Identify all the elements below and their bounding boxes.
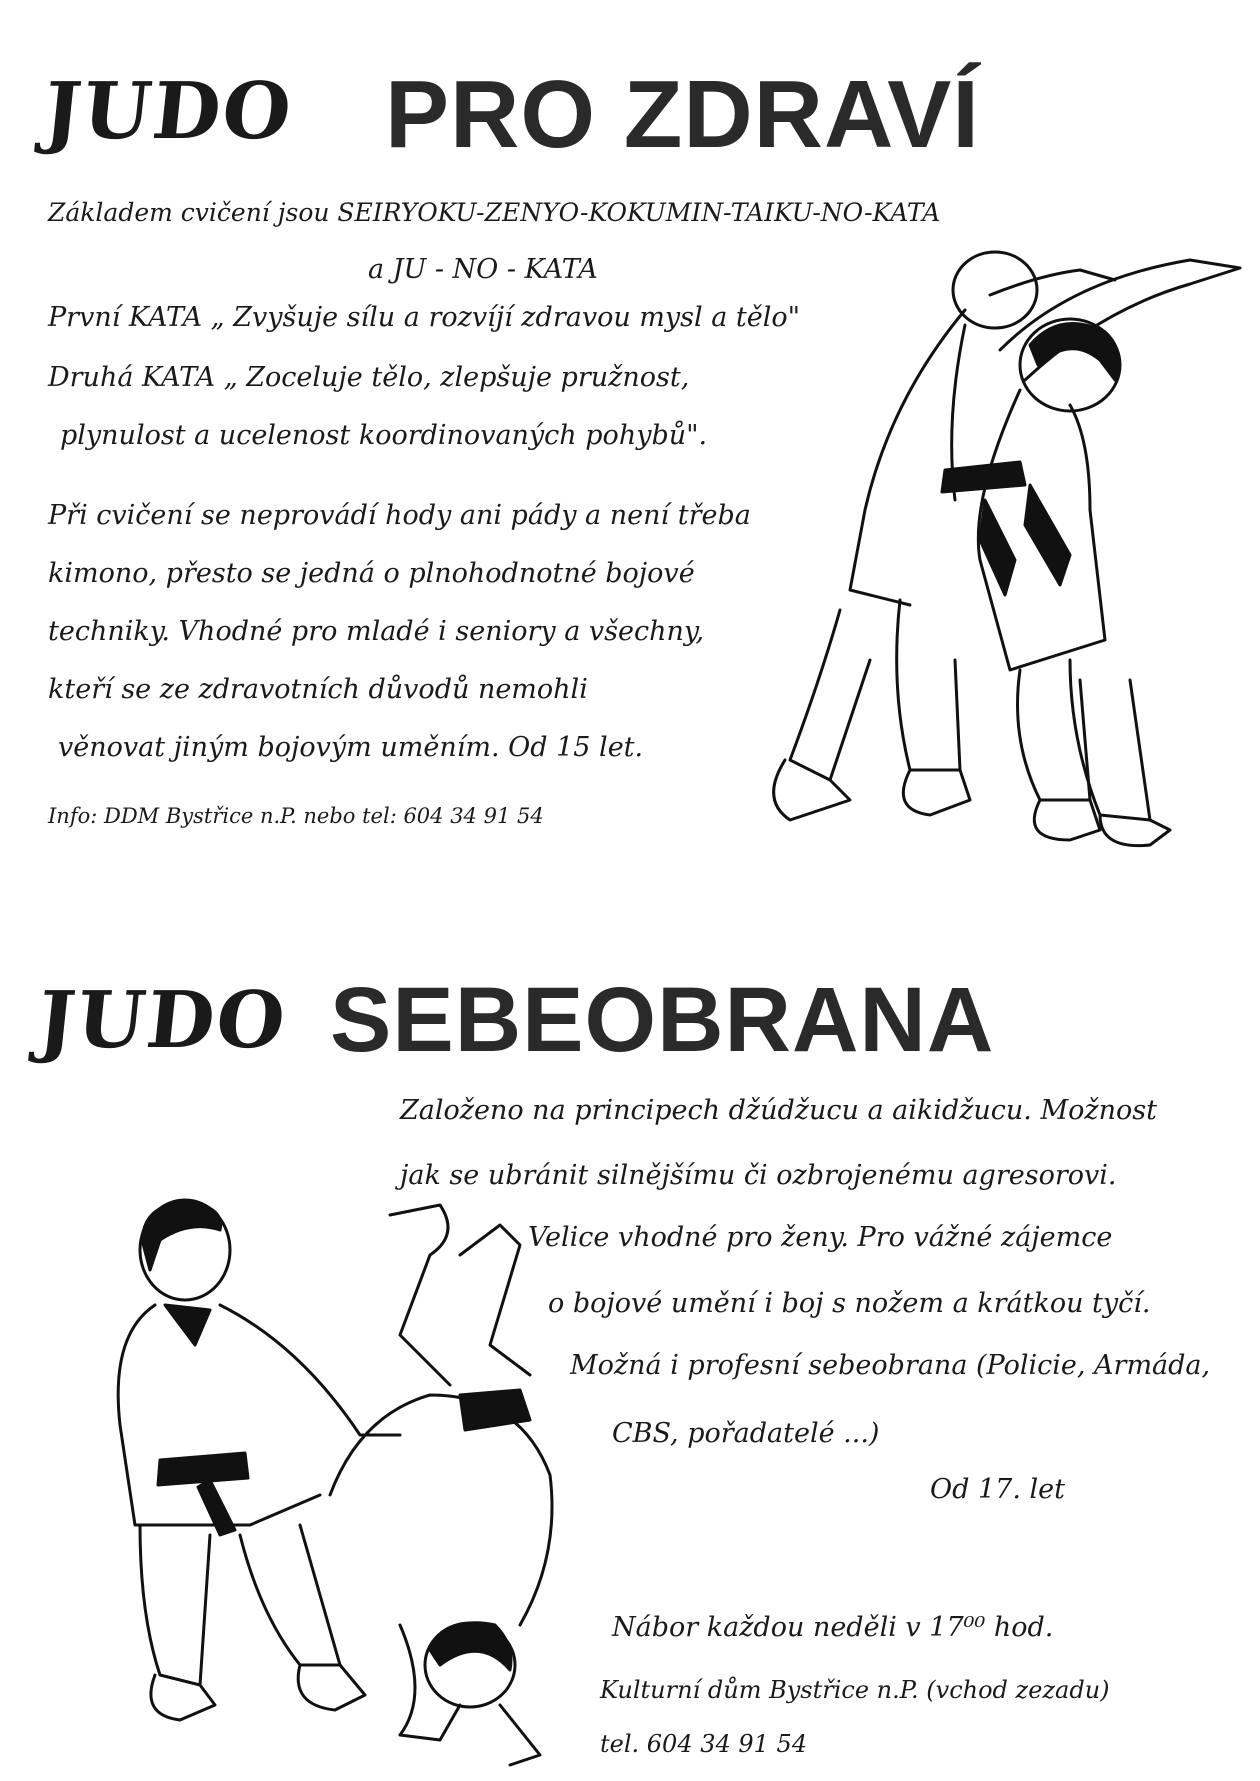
health-line-9: kteří se ze zdravotních důvodů nemohli bbox=[48, 674, 588, 705]
health-line-6: Při cvičení se neprovádí hody ani pády a není třeba bbox=[48, 500, 751, 531]
throw-technique-illustration bbox=[100, 1195, 570, 1775]
defense-line-3: Velice vhodné pro ženy. Pro vážné zájemce bbox=[528, 1222, 1113, 1253]
health-line-10: věnovat jiným bojovým uměním. Od 15 let. bbox=[58, 732, 644, 763]
health-line-4: Druhá KATA „ Zoceluje tělo, zlepšuje pružnost, bbox=[48, 362, 690, 393]
defense-recruitment: Nábor každou neděli v 17⁰⁰ hod. bbox=[612, 1612, 1054, 1643]
kata-stretch-illustration bbox=[770, 240, 1240, 850]
health-line-1: Základem cvičení jsou SEIRYOKU-ZENYO-KOKUMIN-TAIKU-NO-KATA bbox=[48, 198, 941, 227]
defense-line-6: CBS, pořadatelé ...) bbox=[612, 1418, 880, 1449]
health-line-5: plynulost a ucelenost koordinovaných pohybů". bbox=[60, 420, 708, 451]
title-pro-zdravi: PRO ZDRAVÍ bbox=[385, 61, 980, 168]
judo-logo-bottom: JUDO bbox=[33, 975, 292, 1066]
defense-line-2: jak se ubránit silnějšímu či ozbrojenému agresorovi. bbox=[400, 1160, 1117, 1191]
defense-phone: tel. 604 34 91 54 bbox=[600, 1730, 808, 1758]
defense-venue: Kulturní dům Bystřice n.P. (vchod zezadu) bbox=[600, 1676, 1110, 1704]
title-sebeobrana: SEBEOBRANA bbox=[330, 969, 995, 1071]
defense-line-1: Založeno na principech džúdžucu a aikidžucu. Možnost bbox=[400, 1095, 1157, 1126]
health-info-line: Info: DDM Bystřice n.P. nebo tel: 604 34 91 54 bbox=[48, 804, 544, 828]
judo-logo-top: JUDO bbox=[39, 66, 298, 157]
health-line-8: techniky. Vhodné pro mladé i seniory a všechny, bbox=[48, 616, 705, 647]
defense-line-5: Možná i profesní sebeobrana (Policie, Armáda, bbox=[570, 1350, 1211, 1381]
health-line-3: První KATA „ Zvyšuje sílu a rozvíjí zdravou mysl a tělo" bbox=[48, 302, 801, 333]
health-line-7: kimono, přesto se jedná o plnohodnotné bojové bbox=[48, 558, 695, 589]
defense-line-4: o bojové umění i boj s nožem a krátkou tyčí. bbox=[548, 1288, 1151, 1319]
health-line-2: a JU - NO - KATA bbox=[368, 254, 598, 285]
defense-age: Od 17. let bbox=[930, 1474, 1065, 1505]
